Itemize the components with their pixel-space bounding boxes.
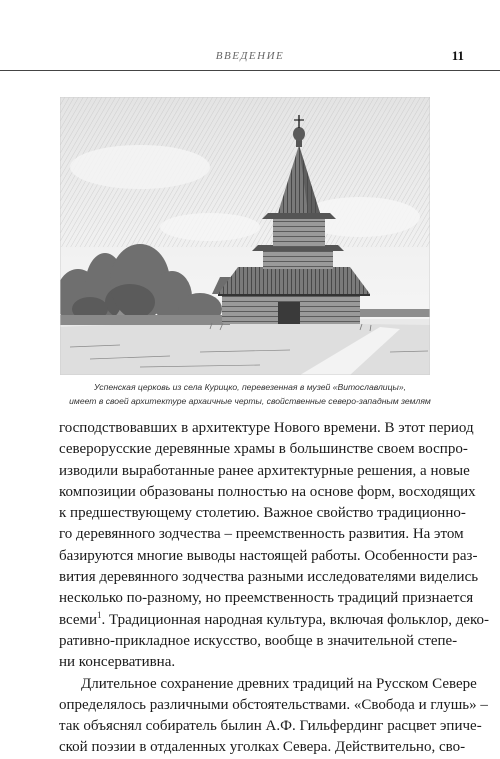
body-text — [59, 418, 490, 759]
text-fragment: всеми — [59, 611, 98, 628]
text-line: ской поэзии в отдаленных уголках Севера. Действительно, сво- — [59, 739, 466, 756]
text-line: Длительное сохранение древних традиций на Русском Севере — [81, 675, 477, 692]
text-line: северорусские деревянные храмы в большинстве своем воспро- — [59, 441, 468, 458]
text-line: изводили выработанные ранее архитектурные решения, а новые — [59, 462, 470, 479]
church-illustration — [60, 97, 430, 375]
text-line: композиции образованы полностью на основе форм, восходящих — [59, 483, 476, 500]
text-fragment: Традиционная народная культура, включая фольклор, деко- — [109, 611, 490, 628]
text-line: определялось различными обстоятельствами. «Свобода и глушь» – — [59, 696, 488, 713]
text-line: к предшествующему столетию. Важное свойство традиционно- — [59, 505, 466, 522]
text-line: ративно-прикладное искусство, вообще в значительной степе- — [59, 632, 458, 649]
running-title: ВВЕДЕНИЕ — [215, 50, 285, 62]
caption-line: имеет в своей архитектуре архаичные черты, свойственные северо-западным землям — [69, 396, 431, 406]
footnote-ref: 1 — [97, 609, 102, 620]
text-line: несколько по-разному, но преемственность традиций признается — [59, 590, 474, 607]
text-line: вития деревянного зодчества разными исследователями виделись — [59, 569, 479, 586]
figure-caption — [58, 380, 442, 408]
page-number: 11 — [451, 48, 464, 63]
text-line: базируются многие выводы настоящей работы. Особенности раз- — [59, 547, 478, 564]
running-header — [0, 48, 500, 68]
header-rule — [0, 70, 500, 71]
text-line: так объяснял собиратель былин А.Ф. Гильфердинг расцвет эпиче- — [59, 718, 482, 735]
text-line: ни консервативна. — [59, 654, 176, 671]
text-line: всеми$^1$. Традиционная народная культура, включая фольклор, деко- — [59, 609, 490, 628]
caption-line: Успенская церковь из села Курицко, перевезенная в музей «Витославлицы», — [93, 382, 406, 392]
text-line: господствовавших в архитектуре Нового времени. В этот период — [59, 420, 474, 436]
text-line: го деревянного зодчества – преемственность развития. На этом — [59, 526, 464, 543]
